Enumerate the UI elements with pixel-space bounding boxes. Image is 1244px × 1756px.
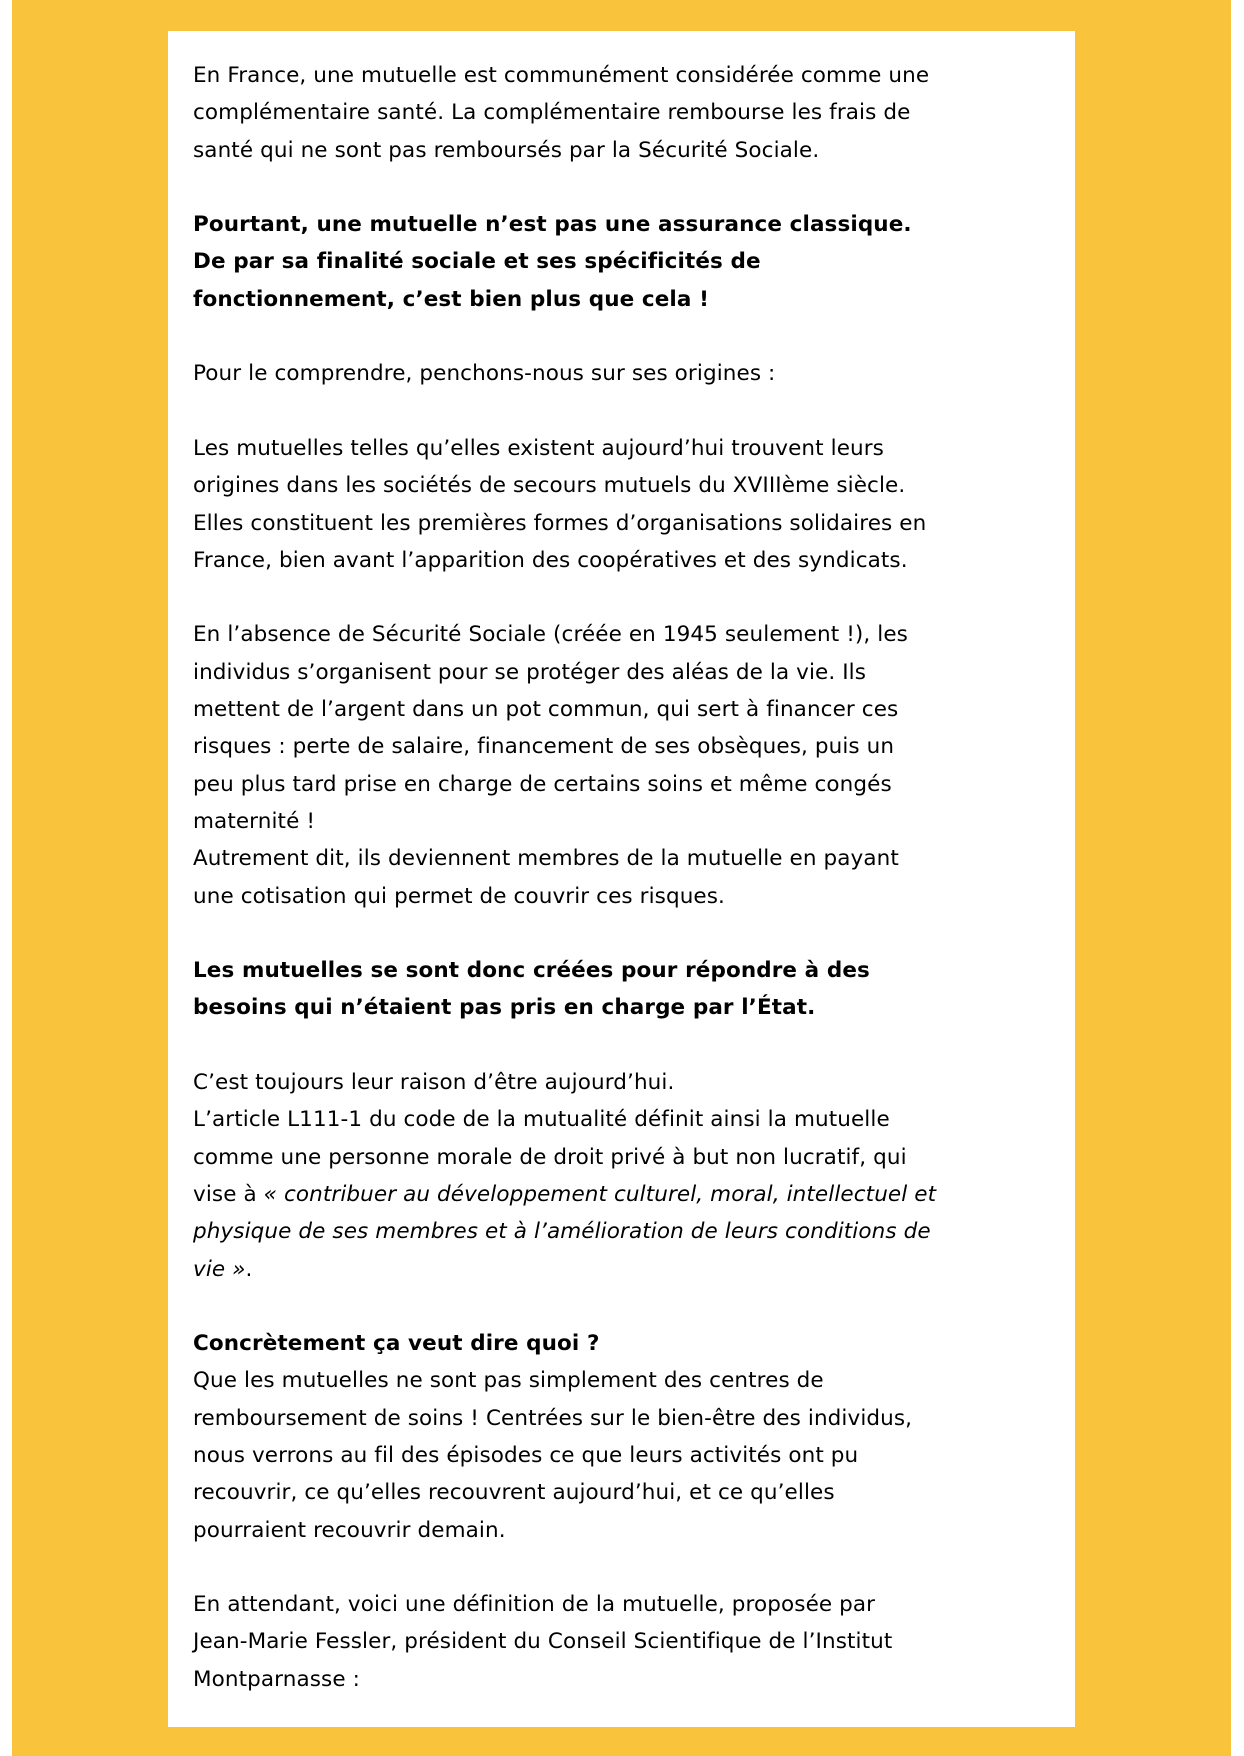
text-line: C’est toujours leur raison d’être aujourd’hui. [193, 1070, 675, 1096]
text-line: peu plus tard prise en charge de certains soins et même congés [193, 771, 892, 797]
text-line: En France, une mutuelle est communément considérée comme une [193, 63, 930, 88]
text-line: pourraient recouvrir demain. [193, 1517, 506, 1543]
paragraph-gap [193, 579, 1073, 616]
text-line: Autrement dit, ils deviennent membres de la mutuelle en payant [193, 846, 899, 872]
text-line: En l’absence de Sécurité Sociale (créée en 1945 seulement !), les [193, 622, 908, 648]
text-line: risques : perte de salaire, financement de ses obsèques, puis un [193, 734, 895, 760]
text-line: remboursement de soins ! Centrées sur le bien-être des individus, [193, 1405, 913, 1431]
text-line: recouvrir, ce qu’elles recouvrent aujourd’hui, et ce qu’elles [193, 1480, 835, 1506]
definition-intro-paragraph [193, 1586, 1073, 1698]
text-line: santé qui ne sont pas remboursés par la Sécurité Sociale. [193, 137, 820, 163]
text-line: Jean-Marie Fessler, président du Conseil Scientifique de l’Institut [193, 1629, 893, 1655]
legal-quote: vie » [193, 1256, 246, 1282]
text-line: Montparnasse : [193, 1666, 360, 1692]
legal-definition-paragraph [193, 1064, 1073, 1288]
paragraph-gap [193, 1027, 1073, 1064]
text-line: besoins qui n’étaient pas pris en charge par l’État. [193, 995, 816, 1021]
legal-quote: « contribuer au développement culturel, moral, intellectuel et [263, 1181, 937, 1207]
paragraph-gap [193, 1288, 1073, 1325]
bold-conclusion-paragraph [193, 952, 1073, 1027]
section-heading: Concrètement ça veut dire quoi ? [193, 1331, 600, 1357]
text-line: Pour le comprendre, penchons-nous sur ses origines : [193, 361, 776, 387]
text-line: En attendant, voici une définition de la mutuelle, proposée par [193, 1592, 876, 1618]
text-line: maternité ! [193, 808, 316, 834]
text-line: une cotisation qui permet de couvrir ces risques. [193, 883, 725, 909]
text-line: Pourtant, une mutuelle n’est pas une assurance classique. [193, 212, 912, 238]
text-line: complémentaire santé. La complémentaire rembourse les frais de [193, 100, 911, 126]
intro-paragraph [193, 57, 1073, 169]
text-line: L’article L111-1 du code de la mutualité définit ainsi la mutuelle [193, 1107, 890, 1133]
text-line [193, 1251, 1073, 1288]
document-page [168, 31, 1075, 1727]
text-line: De par sa finalité sociale et ses spécificités de [193, 249, 761, 275]
text-line: Que les mutuelles ne sont pas simplement des centres de [193, 1368, 824, 1394]
text-line: fonctionnement, c’est bien plus que cela ! [193, 286, 710, 312]
bold-statement-paragraph [193, 206, 1073, 318]
text-line: nous verrons au fil des épisodes ce que leurs activités ont pu [193, 1442, 859, 1468]
text-line: individus s’organisent pour se protéger des aléas de la vie. Ils [193, 659, 867, 685]
paragraph-gap [193, 169, 1073, 206]
concrete-meaning-section [193, 1325, 1073, 1549]
text-line: comme une personne morale de droit privé à but non lucratif, qui [193, 1144, 907, 1170]
document-body [193, 57, 1073, 1698]
text-line: origines dans les sociétés de secours mutuels du XVIIIème siècle. [193, 473, 906, 499]
origins-intro-paragraph [193, 355, 1073, 392]
text-line: Les mutuelles telles qu’elles existent aujourd’hui trouvent leurs [193, 435, 884, 461]
text-line: Elles constituent les premières formes d’organisations solidaires en [193, 510, 927, 536]
text-line: mettent de l’argent dans un pot commun, qui sert à financer ces [193, 697, 899, 723]
social-security-paragraph [193, 616, 1073, 914]
quote-end: . [245, 1256, 253, 1282]
quote-lead: vise à [193, 1181, 264, 1207]
paragraph-gap [193, 318, 1073, 355]
history-paragraph [193, 430, 1073, 579]
paragraph-gap [193, 1549, 1073, 1586]
legal-quote: physique de ses membres et à l’amélioration de leurs conditions de [193, 1219, 931, 1245]
text-line [193, 1176, 1073, 1213]
paragraph-gap [193, 915, 1073, 952]
paragraph-gap [193, 393, 1073, 430]
text-line: Les mutuelles se sont donc créées pour répondre à des [193, 958, 870, 984]
text-line: France, bien avant l’apparition des coopératives et des syndicats. [193, 547, 908, 573]
